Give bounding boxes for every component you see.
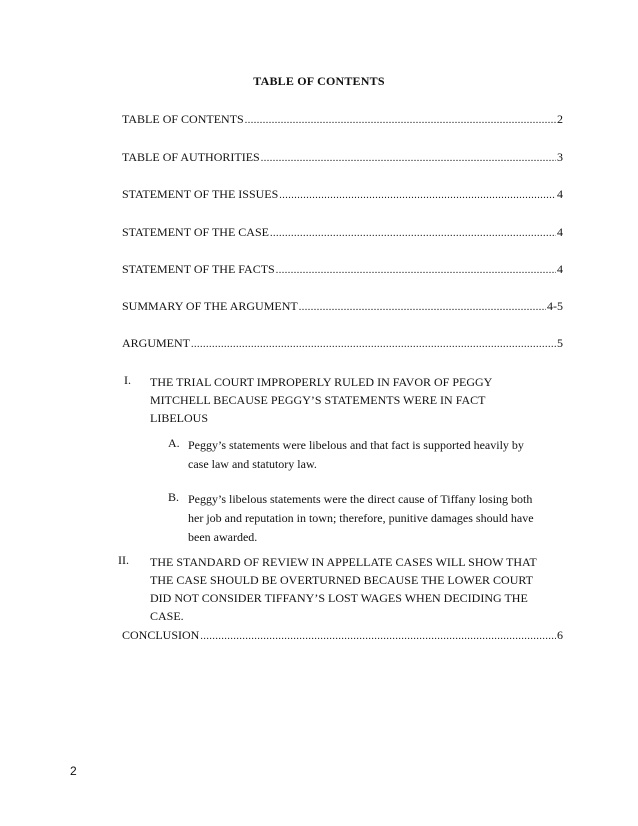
toc-entry-page: 2 [557, 112, 563, 126]
toc-entry-label: STATEMENT OF THE ISSUES [122, 187, 279, 201]
argument-line: DID NOT CONSIDER TIFFANY’S LOST WAGES WHEN DECIDING THE [150, 591, 528, 605]
dot-leader [245, 115, 556, 126]
toc-entry [122, 336, 563, 351]
toc-entry [122, 628, 563, 643]
argument-line: THE TRIAL COURT IMPROPERLY RULED IN FAVOR OF PEGGY [150, 375, 493, 389]
toc-entry-page: 6 [557, 628, 563, 642]
dot-leader [270, 228, 556, 239]
toc-entry-label: TABLE OF CONTENTS [122, 112, 244, 126]
toc-entry [122, 299, 563, 314]
subpoint-letter: B. [168, 490, 180, 504]
argument-line: THE CASE SHOULD BE OVERTURNED BECAUSE THE LOWER COURT [150, 573, 533, 587]
page-title: TABLE OF CONTENTS [253, 74, 385, 88]
subpoint-text [188, 490, 568, 547]
toc-entry-label: SUMMARY OF THE ARGUMENT [122, 299, 298, 313]
toc-entry-page: 5 [557, 336, 563, 350]
subpoint-line: Peggy’s libelous statements were the direct cause of Tiffany losing both [188, 492, 533, 506]
argument-line: MITCHELL BECAUSE PEGGY’S STATEMENTS WERE IN FACT [150, 393, 486, 407]
toc-entry-label: ARGUMENT [122, 336, 190, 350]
subpoint-line: Peggy’s statements were libelous and that fact is supported heavily by [188, 438, 524, 452]
toc-entry [122, 187, 563, 202]
toc-entry [122, 150, 563, 165]
dot-leader [200, 631, 556, 642]
dot-leader [279, 190, 556, 201]
subpoint-letter: A. [168, 436, 180, 450]
argument-heading [150, 373, 560, 427]
toc-entry-page: 4 [557, 187, 563, 201]
toc-entry [122, 112, 563, 127]
argument-heading [150, 553, 565, 625]
toc-entry-page: 4 [557, 262, 563, 276]
toc-entry [122, 225, 563, 240]
argument-numeral: I. [124, 373, 131, 387]
argument-line: CASE. [150, 609, 184, 623]
subpoint-line: been awarded. [188, 530, 258, 544]
subpoint-text [188, 436, 568, 474]
dot-leader [191, 339, 556, 350]
page-number: 2 [70, 764, 77, 778]
toc-entry-label: CONCLUSION [122, 628, 200, 642]
toc-entry-label: TABLE OF AUTHORITIES [122, 150, 260, 164]
dot-leader [299, 302, 546, 313]
subpoint-line: her job and reputation in town; therefore, punitive damages should have [188, 511, 534, 525]
subpoint-line: case law and statutory law. [188, 457, 317, 471]
toc-entry-label: STATEMENT OF THE FACTS [122, 262, 275, 276]
dot-leader [261, 153, 556, 164]
toc-entry-page: 4-5 [547, 299, 563, 313]
argument-line: THE STANDARD OF REVIEW IN APPELLATE CASES WILL SHOW THAT [150, 555, 537, 569]
toc-entry-label: STATEMENT OF THE CASE [122, 225, 269, 239]
toc-entry-page: 3 [557, 150, 563, 164]
argument-line: LIBELOUS [150, 411, 208, 425]
argument-numeral: II. [118, 553, 129, 567]
toc-entry [122, 262, 563, 277]
dot-leader [276, 265, 556, 276]
toc-entry-page: 4 [557, 225, 563, 239]
